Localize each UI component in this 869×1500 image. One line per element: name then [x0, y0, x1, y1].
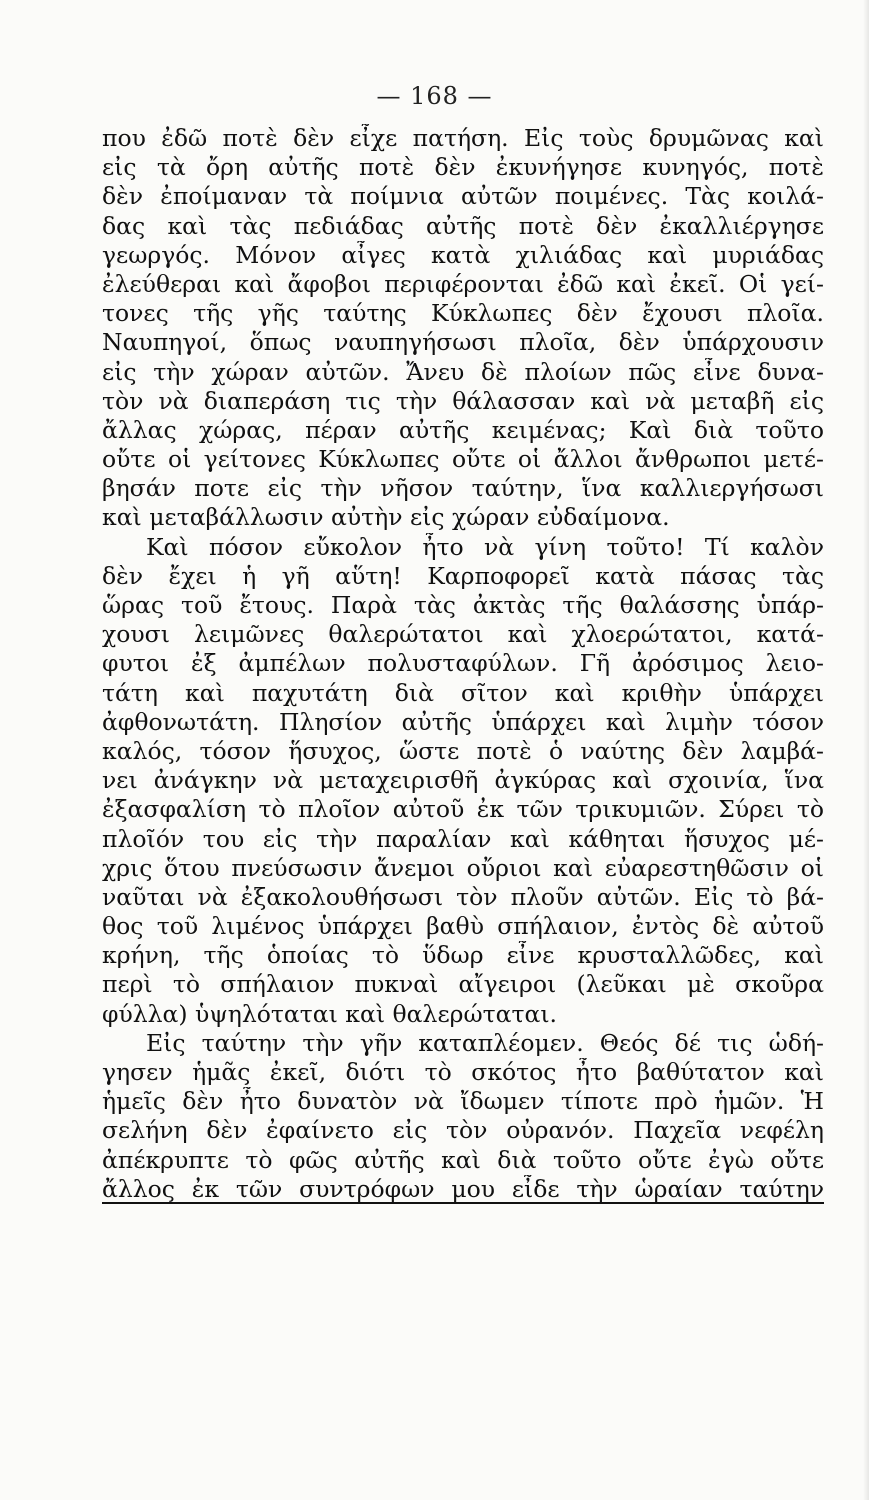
text-line: δὲν ἔχει ἡ γῆ αὕτη! Καρποφορεῖ κατὰ πάσας τὰς: [102, 561, 824, 590]
body-text: [102, 124, 824, 1204]
paragraph: [102, 124, 824, 533]
text-line: ὥρας τοῦ ἔτους. Παρὰ τὰς ἀκτὰς τῆς θαλάσσης ὑπάρ-: [102, 591, 824, 619]
text-line: περὶ τὸ σπήλαιον πυκναὶ αἴγειροι (λεῦκαι μὲ σκοῦρα: [102, 970, 824, 999]
text-line: κρήνη, τῆς ὁποίας τὸ ὕδωρ εἶνε κρυσταλλῶδες, καὶ: [102, 941, 824, 970]
text-line: ἄλλας χώρας, πέραν αὐτῆς κειμένας; Καὶ διὰ τοῦτο: [102, 415, 824, 444]
text-line: δὲν ἐποίμαναν τὰ ποίμνια αὐτῶν ποιμένες. Τὰς κοιλά-: [102, 182, 824, 211]
text-line: γεωργός. Μόνον αἶγες κατὰ χιλιάδας καὶ μυριάδας: [102, 240, 824, 269]
text-line: ἡμεῖς δὲν ἦτο δυνατὸν νὰ ἴδωμεν τίποτε πρὸ ἡμῶν. Ἡ: [102, 1087, 824, 1116]
text-line: ἀφθονωτάτη. Πλησίον αὐτῆς ὑπάρχει καὶ λιμὴν τόσον: [102, 707, 824, 736]
page-number: — 168 —: [376, 82, 493, 110]
text-line: που ἐδῶ ποτὲ δὲν εἶχε πατήση. Εἰς τοὺς δρυμῶνας καὶ: [102, 124, 824, 152]
text-line: πλοῖόν του εἰς τὴν παραλίαν καὶ κάθηται ἥσυχος μέ-: [102, 824, 824, 853]
text-line: εἰς τὴν χώραν αὐτῶν. Ἄνευ δὲ πλοίων πῶς εἶνε δυνα-: [102, 357, 824, 386]
page-edge-shadow: [863, 0, 869, 1500]
text-line: ναῦται νὰ ἐξακολουθήσωσι τὸν πλοῦν αὐτῶν. Εἰς τὸ βά-: [102, 882, 824, 911]
text-line: τάτη καὶ παχυτάτη διὰ σῖτον καὶ κριθὴν ὑπάρχει: [102, 678, 824, 707]
text-line: φύλλα) ὑψηλόταται καὶ θαλερώταται.: [102, 999, 558, 1028]
text-line: χουσι λειμῶνες θαλερώτατοι καὶ χλοερώτατοι, κατά-: [102, 620, 824, 649]
text-line: νει ἀνάγκην νὰ μεταχειρισθῆ ἀγκύρας καὶ σχοινία, ἵνα: [102, 766, 824, 795]
text-line: σελήνη δὲν ἐφαίνετο εἰς τὸν οὐρανόν. Παχεῖα νεφέλη: [102, 1116, 824, 1145]
text-line: Ναυπηγοί, ὅπως ναυπηγήσωσι πλοῖα, δὲν ὑπάρχουσιν: [102, 328, 824, 357]
text-line: ἄλλος ἐκ τῶν συντρόφων μου εἶδε τὴν ὡραίαν ταύτην: [102, 1174, 824, 1203]
text-line: ἐλεύθεραι καὶ ἄφοβοι περιφέρονται ἐδῶ καὶ ἐκεῖ. Οἱ γεί-: [102, 269, 824, 298]
text-line: οὔτε οἱ γείτονες Κύκλωπες οὔτε οἱ ἄλλοι ἄνθρωποι μετέ-: [102, 445, 824, 474]
text-line: χρις ὅτου πνεύσωσιν ἄνεμοι οὔριοι καὶ εὐαρεστηθῶσιν οἱ: [102, 853, 824, 882]
text-line: δας καὶ τὰς πεδιάδας αὐτῆς ποτὲ δὲν ἐκαλλιέργησε: [102, 211, 824, 240]
text-line: βησάν ποτε εἰς τὴν νῆσον ταύτην, ἵνα καλλιεργήσωσι: [102, 474, 824, 503]
text-line: καὶ μεταβάλλωσιν αὐτὴν εἰς χώραν εὐδαίμονα.: [102, 503, 670, 532]
text-line: τὸν νὰ διαπεράση τις τὴν θάλασσαν καὶ νὰ μεταβῆ εἰς: [102, 386, 824, 415]
text-line: ἀπέκρυπτε τὸ φῶς αὐτῆς καὶ διὰ τοῦτο οὔτε ἐγὼ οὔτε: [102, 1145, 824, 1174]
text-line: θος τοῦ λιμένος ὑπάρχει βαθὺ σπήλαιον, ἐντὸς δὲ αὐτοῦ: [102, 912, 824, 941]
paragraph: [102, 533, 824, 1029]
text-line: Καὶ πόσον εὔκολον ἦτο νὰ γίνη τοῦτο! Τί καλὸν: [146, 532, 824, 561]
text-line: ἐξασφαλίση τὸ πλοῖον αὐτοῦ ἐκ τῶν τρικυμιῶν. Σύρει τὸ: [102, 795, 824, 824]
text-line: τονες τῆς γῆς ταύτης Κύκλωπες δὲν ἔχουσι πλοῖα.: [102, 299, 824, 328]
text-line: Εἰς ταύτην τὴν γῆν καταπλέομεν. Θεός δέ τις ὡδή-: [146, 1028, 824, 1057]
text-line: καλός, τόσον ἥσυχος, ὥστε ποτὲ ὁ ναύτης δὲν λαμβά-: [102, 736, 824, 765]
paragraph: [102, 1029, 824, 1204]
text-line: εἰς τὰ ὄρη αὐτῆς ποτὲ δὲν ἐκυνήγησε κυνηγός, ποτὲ: [102, 153, 824, 182]
text-line: φυτοι ἐξ ἀμπέλων πολυσταφύλων. Γῆ ἀρόσιμος λειο-: [102, 649, 824, 678]
text-line: γησεν ἡμᾶς ἐκεῖ, διότι τὸ σκότος ἦτο βαθύτατον καὶ: [102, 1058, 824, 1086]
